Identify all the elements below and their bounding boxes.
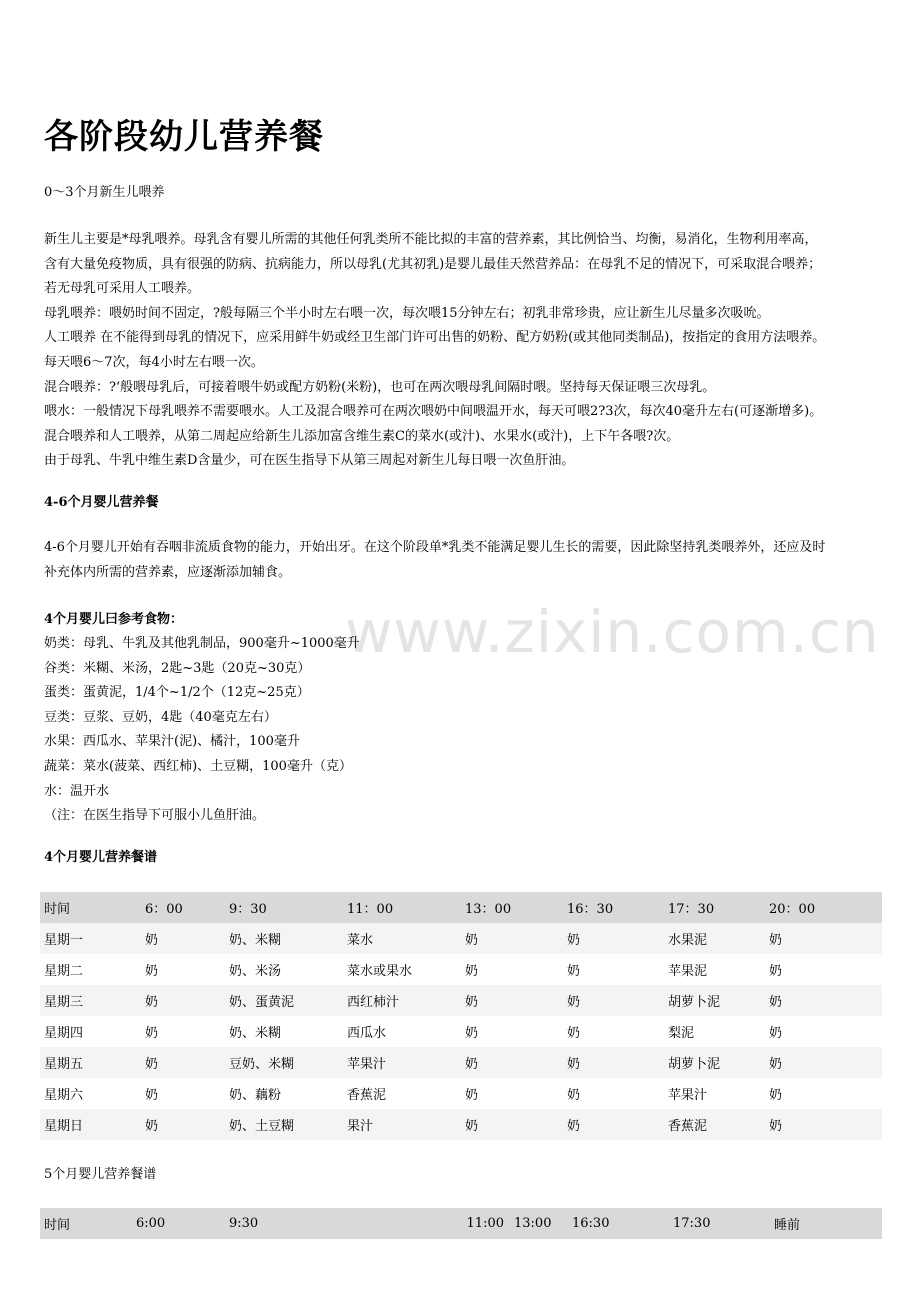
text-line: 含有大量免疫物质，具有很强的防病、抗病能力，所以母乳(尤其初乳)是婴儿最佳天然营养品：在母乳不足的情况下，可采取混合喂养； — [44, 256, 822, 272]
table-cell: 星期四 — [40, 1016, 141, 1047]
text-line: 补充体内所需的营养素，应逐渐添加辅食。 — [44, 564, 292, 580]
column-header: 9:30 — [225, 1208, 385, 1239]
table-cell: 菜水 — [343, 923, 461, 954]
table-cell: 香蕉泥 — [664, 1109, 765, 1140]
table-cell: 奶 — [765, 1047, 882, 1078]
table-row — [40, 1078, 882, 1109]
column-header: 6:00 — [132, 1208, 225, 1239]
table-row — [40, 1047, 882, 1078]
page-title: 各阶段幼儿营养餐 — [44, 117, 324, 157]
table-cell: 果汁 — [343, 1109, 461, 1140]
text-line: 喂水：一般情况下母乳喂养不需要喂水。人工及混合喂养可在两次喂奶中间喂温开水，每天可喂2?3次，每次40毫升左右(可逐渐增多)。 — [44, 404, 823, 420]
list-item: 水：温开水 — [44, 783, 110, 799]
table-header-row — [40, 892, 882, 923]
column-header: 16：30 — [563, 892, 664, 923]
table-4-months-heading: 4个月婴儿营养餐谱 — [44, 850, 158, 865]
list-item: 谷类：米糊、米汤，2匙~3匙（20克~30克） — [44, 660, 311, 676]
text-line: 新生儿主要是*母乳喂养。母乳含有婴儿所需的其他任何乳类所不能比拟的丰富的营养素，其比例恰当、均衡，易消化，生物利用率高， — [44, 232, 818, 247]
table-cell: 奶 — [141, 954, 225, 985]
table-cell: 奶 — [141, 923, 225, 954]
table-cell: 星期一 — [40, 923, 141, 954]
table-cell: 奶 — [461, 954, 563, 985]
column-header: 13：00 — [461, 892, 563, 923]
table-cell: 奶 — [765, 1109, 882, 1140]
table-cell: 奶 — [141, 1109, 225, 1140]
column-header: 6：00 — [141, 892, 225, 923]
table-cell: 奶 — [141, 1078, 225, 1109]
table-cell: 苹果汁 — [343, 1047, 461, 1078]
table-cell: 西瓜水 — [343, 1016, 461, 1047]
column-header: 17：30 — [664, 892, 765, 923]
list-item: 水果：西瓜水、苹果汁(泥)、橘汁，100毫升 — [44, 734, 300, 750]
table-cell: 星期五 — [40, 1047, 141, 1078]
text-line: 混合喂养和人工喂养，从第二周起应给新生儿添加富含维生素C的菜水(或汁)、水果水(或汁)，上下午各喂?次。 — [44, 428, 680, 444]
table-cell: 奶 — [563, 985, 664, 1016]
table-cell: 奶、藕粉 — [225, 1078, 343, 1109]
table-cell: 奶、米糊 — [225, 923, 343, 954]
table-cell: 苹果汁 — [664, 1078, 765, 1109]
table-row — [40, 923, 882, 954]
table-cell: 胡萝卜泥 — [664, 985, 765, 1016]
table-cell: 水果泥 — [664, 923, 765, 954]
section-heading-4-6-months: 4-6个月婴儿营养餐 — [44, 495, 159, 510]
text-line: 若无母乳可采用人工喂养。 — [44, 281, 201, 297]
table-cell: 奶 — [461, 1047, 563, 1078]
table-cell: 奶 — [563, 923, 664, 954]
meal-table-5-months — [40, 1208, 882, 1239]
table-cell: 奶 — [461, 923, 563, 954]
table-cell: 奶、米汤 — [225, 954, 343, 985]
column-header: 时间 — [40, 892, 141, 923]
table-cell: 奶 — [141, 985, 225, 1016]
table-cell: 苹果泥 — [664, 954, 765, 985]
table-cell: 豆奶、米糊 — [225, 1047, 343, 1078]
table-5-months-heading: 5个月婴儿营养餐谱 — [44, 1167, 157, 1182]
newborn-paragraph — [44, 228, 884, 474]
table-cell: 奶、蛋黄泥 — [225, 985, 343, 1016]
section-heading-newborn: 0～3个月新生儿喂养 — [44, 185, 165, 200]
table-cell: 奶 — [765, 923, 882, 954]
table-cell: 星期六 — [40, 1078, 141, 1109]
column-header: 16:30 — [568, 1208, 669, 1239]
table-cell: 奶 — [563, 1016, 664, 1047]
table-cell: 菜水或果水 — [343, 954, 461, 985]
table-cell: 奶 — [461, 985, 563, 1016]
section-heading-reference-foods: 4个月婴儿曰参考食物： — [44, 612, 184, 627]
text-line: 混合喂养：?‘般喂母乳后，可接着喂牛奶或配方奶粉(米粉)，也可在两次喂母乳间隔时喂。坚持每天保证喂三次母乳。 — [44, 379, 716, 395]
text-line: 人工喂养 在不能得到母乳的情况下，应采用鲜牛奶或经卫生部门许可出售的奶粉、配方奶粉(或其他同类制品)，按指定的食用方法喂养。 — [44, 330, 826, 346]
column-header: 17:30 — [669, 1208, 770, 1239]
table-cell: 奶 — [765, 1016, 882, 1047]
column-header: 11:00 — [385, 1208, 510, 1239]
column-header: 睡前 — [770, 1208, 882, 1239]
reference-foods-list — [44, 632, 884, 829]
text-line: 4-6个月婴儿开始有吞咽非流质食物的能力，开始出牙。在这个阶段单*乳类不能满足婴儿生长的需要，因此除坚持乳类喂养外，还应及时 — [44, 540, 826, 555]
table-cell: 星期三 — [40, 985, 141, 1016]
column-header: 11：00 — [343, 892, 461, 923]
table-cell: 奶、米糊 — [225, 1016, 343, 1047]
table-cell: 奶、土豆糊 — [225, 1109, 343, 1140]
table-row — [40, 985, 882, 1016]
column-header: 9：30 — [225, 892, 343, 923]
table-cell: 奶 — [563, 1047, 664, 1078]
table-cell: 奶 — [461, 1016, 563, 1047]
table-cell: 奶 — [765, 954, 882, 985]
column-header: 20：00 — [765, 892, 882, 923]
text-line: 由于母乳、牛乳中维生素D含量少，可在医生指导下从第三周起对新生儿每日喂一次鱼肝油。 — [44, 453, 575, 469]
table-cell: 梨泥 — [664, 1016, 765, 1047]
table-cell: 奶 — [765, 985, 882, 1016]
table-cell: 奶 — [141, 1047, 225, 1078]
column-header: 时间 — [40, 1208, 132, 1239]
table-row — [40, 1016, 882, 1047]
list-item: 蔬菜：菜水(菠菜、西红柿)、土豆糊，100毫升（克） — [44, 758, 352, 774]
meal-table-4-months — [40, 892, 882, 1140]
table-cell: 奶 — [141, 1016, 225, 1047]
list-item: 豆类：豆浆、豆奶，4匙（40毫克左右） — [44, 709, 277, 725]
4-6-months-paragraph — [44, 536, 884, 585]
table-cell: 奶 — [461, 1109, 563, 1140]
table-cell: 奶 — [563, 954, 664, 985]
table-header-row — [40, 1208, 882, 1239]
table-cell: 胡萝卜泥 — [664, 1047, 765, 1078]
table-cell: 奶 — [563, 1078, 664, 1109]
table-cell: 西红柿汁 — [343, 985, 461, 1016]
list-item: 奶类：母乳、牛乳及其他乳制品，900毫升~1000毫升 — [44, 636, 360, 651]
text-line: 母乳喂养：喂奶时间不固定，?般每隔三个半小时左右喂一次，每次喂15分钟左右；初乳非常珍贵，应让新生儿尽量多次吸吮。 — [44, 305, 770, 321]
column-header: 13:00 — [510, 1208, 568, 1239]
text-line: 每天喂6～7次，每4小时左右喂一次。 — [44, 354, 264, 370]
table-cell: 星期日 — [40, 1109, 141, 1140]
list-item: （注：在医生指导下可服小儿鱼肝油。 — [44, 808, 266, 824]
table-cell: 奶 — [563, 1109, 664, 1140]
table-cell: 香蕉泥 — [343, 1078, 461, 1109]
table-cell: 奶 — [461, 1078, 563, 1109]
table-cell: 星期二 — [40, 954, 141, 985]
table-row — [40, 954, 882, 985]
watermark: www.zixin.com.cn — [345, 598, 880, 666]
table-row — [40, 1109, 882, 1140]
table-cell: 奶 — [765, 1078, 882, 1109]
list-item: 蛋类：蛋黄泥，1/4个~1/2个（12克~25克） — [44, 685, 310, 701]
